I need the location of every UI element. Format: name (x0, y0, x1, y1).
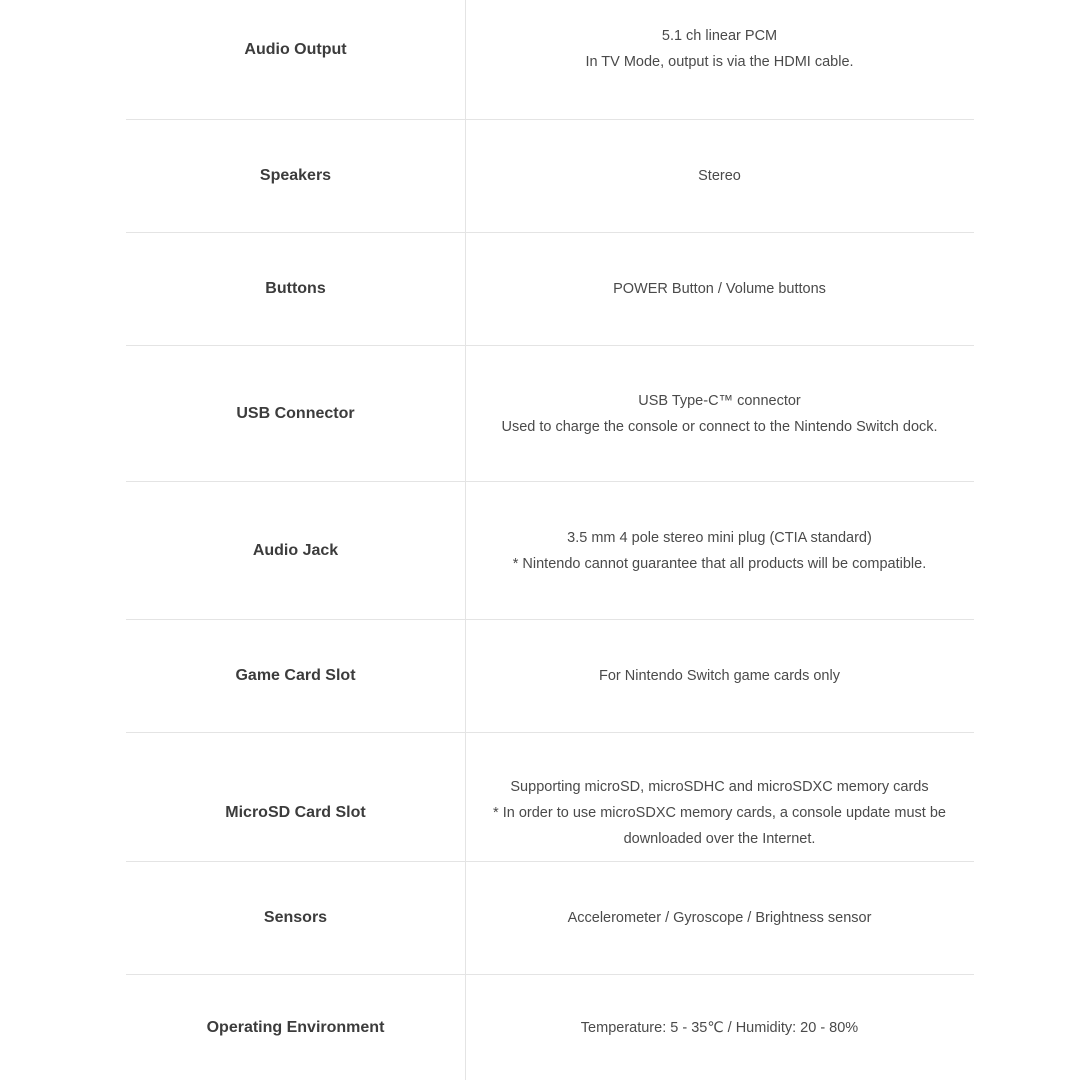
spec-value-line: For Nintendo Switch game cards only (599, 668, 840, 684)
spec-value-line: Used to charge the console or connect to the Nintendo Switch dock. (501, 418, 938, 435)
spec-label: Buttons (265, 280, 326, 297)
spec-value-line: 3.5 mm 4 pole stereo mini plug (CTIA standard) (567, 529, 872, 546)
spec-row-game-card-slot (126, 620, 974, 733)
spec-label: USB Connector (236, 404, 355, 422)
spec-value-line: * Nintendo cannot guarantee that all products will be compatible. (512, 555, 927, 572)
spec-label: Audio Jack (252, 541, 339, 559)
spec-value-line: Accelerometer / Gyroscope / Brightness sensor (567, 910, 872, 926)
spec-value (465, 482, 974, 619)
spec-row-audio-output (126, 0, 974, 120)
spec-value (465, 975, 974, 1080)
spec-row-usb-connector (126, 346, 974, 482)
spec-row-buttons (126, 233, 974, 346)
spec-value (465, 620, 974, 732)
spec-value-line: * In order to use microSDXC memory cards, a console update must be downloaded over the Internet. (493, 805, 946, 847)
spec-label: MicroSD Card Slot (225, 804, 366, 821)
spec-row-sensors (126, 862, 974, 975)
spec-value-line: Supporting microSD, microSDHC and microSDXC memory cards (510, 779, 929, 795)
spec-value (465, 733, 974, 861)
spec-row-microsd-card-slot (126, 733, 974, 862)
spec-label: Operating Environment (206, 1018, 385, 1036)
spec-value (465, 120, 974, 232)
spec-value-line: USB Type-C™ connector (638, 392, 801, 409)
spec-label: Game Card Slot (235, 667, 356, 684)
spec-value-line: POWER Button / Volume buttons (613, 281, 826, 297)
spec-row-operating-environment (126, 975, 974, 1080)
spec-value-line: Stereo (698, 168, 741, 184)
spec-value-line: Temperature: 5 - 35℃ / Humidity: 20 - 80% (580, 1019, 859, 1036)
spec-row-speakers (126, 120, 974, 233)
spec-value-line: 5.1 ch linear PCM (661, 27, 778, 44)
spec-label: Audio Output (244, 41, 347, 58)
spec-row-audio-jack (126, 482, 974, 620)
spec-value (465, 346, 974, 481)
spec-value (465, 0, 974, 119)
spec-value (465, 233, 974, 345)
spec-value-line: In TV Mode, output is via the HDMI cable. (585, 53, 854, 70)
spec-value (465, 862, 974, 974)
spec-label: Speakers (259, 167, 332, 184)
spec-table (126, 0, 974, 1080)
spec-label: Sensors (263, 909, 328, 926)
